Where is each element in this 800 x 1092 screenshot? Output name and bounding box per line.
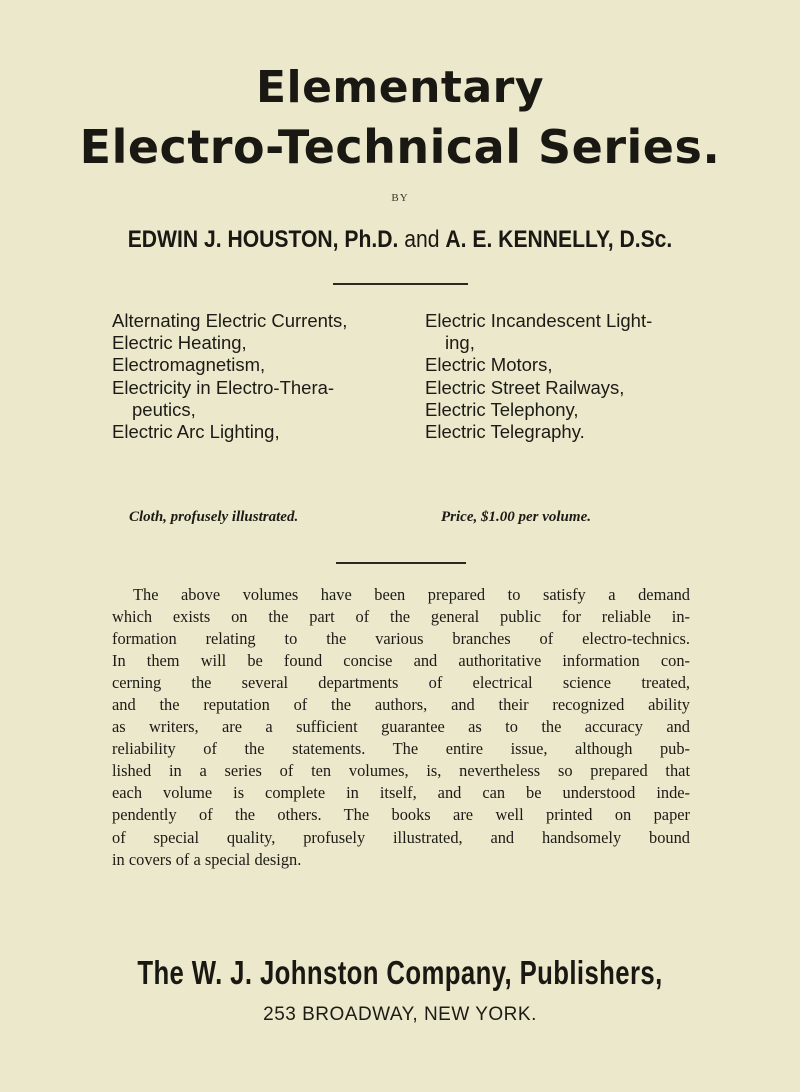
authors-line (48, 226, 752, 254)
volume-title (425, 354, 725, 376)
description-line: pendently of the others. The books are well printed on paper (112, 805, 690, 825)
volume-title-continuation: peutics, (132, 398, 196, 420)
volume-title (425, 377, 725, 399)
volume-title (425, 399, 725, 421)
volume-title (425, 310, 725, 354)
author-kennelly: A. E. KENNELLY, D.Sc. (445, 226, 673, 253)
volume-title-text: Electric Street Railways, (425, 376, 625, 398)
price-note: Price, $1.00 per volume. (441, 509, 591, 525)
volume-title (425, 421, 725, 443)
volume-title-text: Electric Heating, (112, 332, 247, 354)
description-line: reliability of the statements. The entire issue, although pub- (112, 739, 690, 759)
description-line: of special quality, profusely illustrated, and handsomely bound (112, 827, 690, 847)
volume-list-left (112, 310, 402, 443)
volume-title-text: Electromagnetism, (112, 354, 266, 376)
publisher-name: The W. J. Johnston Company, Publishers, (137, 954, 663, 991)
description-line: as writers, are a sufficient guarantee as to the accuracy and (112, 717, 690, 737)
volume-title-text: Alternating Electric Currents, (112, 310, 348, 331)
volume-title-text: Electric Telegraphy. (425, 421, 585, 443)
description-line: lished in a series of ten volumes, is, nevertheless so prepared that (112, 761, 690, 781)
volume-list-right (425, 310, 725, 443)
publisher-address: 253 BROADWAY, NEW YORK. (263, 1004, 537, 1025)
description-line: each volume is complete in itself, and can be understood inde- (112, 783, 690, 803)
description-paragraph (112, 584, 690, 871)
author-houston: EDWIN J. HOUSTON, Ph.D. (127, 226, 399, 253)
description-line: and the reputation of the authors, and their recognized ability (112, 695, 690, 715)
description-line: which exists on the part of the general public for reliable in- (112, 607, 690, 627)
description-line: cerning the several departments of electrical science treated, (112, 673, 690, 693)
volume-title (112, 377, 402, 421)
description-line: In them will be found concise and authoritative information con- (112, 651, 690, 671)
volume-title-text: Electricity in Electro-Thera- (112, 376, 335, 398)
binding-note: Cloth, profusely illustrated. (129, 509, 299, 525)
by-label: BY (391, 192, 409, 204)
series-title-line-2: Electro-Technical Series. (79, 120, 721, 174)
divider-rule-top (333, 283, 468, 285)
volume-title-text: Electric Arc Lighting, (112, 421, 280, 443)
authors-conjunction: and (404, 226, 440, 253)
description-line: The above volumes have been prepared to satisfy a demand (133, 585, 690, 604)
volume-title-text: Electric Motors, (425, 354, 553, 376)
volume-title (112, 332, 402, 354)
volume-title-text: Electric Telephony, (425, 398, 579, 420)
volume-title (112, 421, 402, 443)
description-line: formation relating to the various branches of electro-technics. (112, 629, 690, 649)
volume-title-text: Electric Incandescent Light- (425, 310, 653, 331)
volume-title (112, 354, 402, 376)
series-title-line-1: Elementary (255, 62, 545, 113)
volume-title (112, 310, 402, 332)
volume-title-continuation: ing, (445, 332, 475, 354)
divider-rule-middle (336, 562, 466, 564)
description-line: in covers of a special design. (112, 849, 302, 869)
